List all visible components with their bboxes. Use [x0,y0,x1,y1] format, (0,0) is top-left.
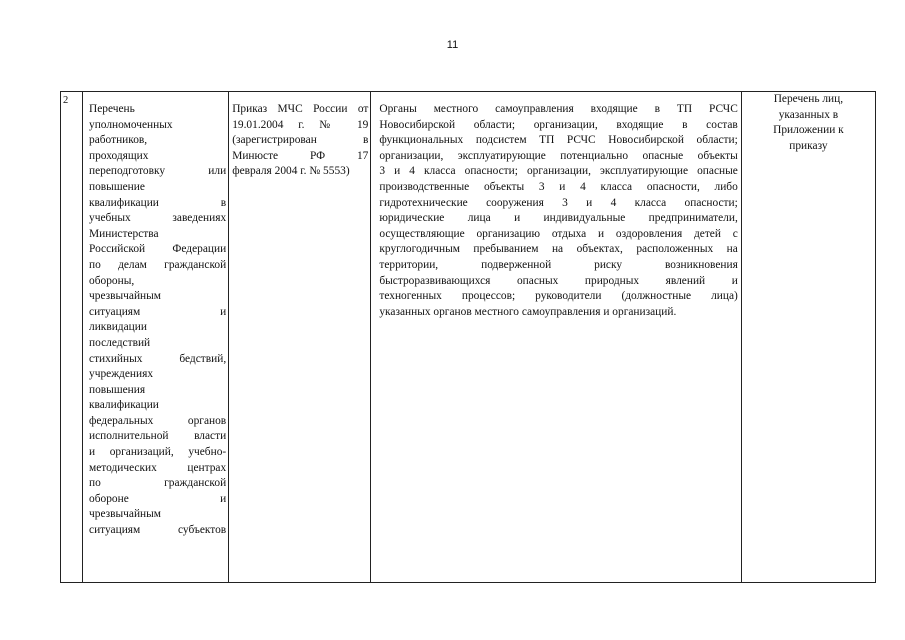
subjects-line: указанных органов местного самоуправления и организаций. [379,305,677,318]
subjects-line: функциональных подсистем ТП РСЧС Новосибирской области; [379,134,738,147]
order-reference-line: (зарегистрирован в [232,134,369,147]
document-name-line: последствий [89,336,151,349]
note-line: Перечень лиц, [773,93,844,105]
note-line: указанных в [778,108,839,121]
subjects-line: производственные объекты 3 и 4 класса опасности, либо [379,180,738,193]
document-name-line: квалификации [89,399,159,412]
document-name-line: учебных заведениях [89,212,227,225]
subjects-line: Органы местного самоуправления входящие в ТП РСЧС [379,103,738,115]
document-name-line: квалификации в [89,196,227,209]
document-name-text [83,92,228,539]
document-name-line: работников, [89,134,148,147]
document-name-line: уполномоченных [89,118,173,131]
subjects-line: организации, эксплуатирующие потенциально опасные объекты [379,149,738,162]
order-reference-line: 19.01.2004 г. № 19 [232,118,369,131]
row-number: 2 [63,95,69,106]
document-name-line: повышение [89,180,145,193]
order-reference-cell [229,92,371,583]
document-name-line: ситуациям и [89,305,227,318]
subjects-cell [371,92,741,583]
note-line: приказу [789,139,828,152]
order-reference-text [229,92,370,180]
note-text [742,92,875,154]
document-name-line: ликвидации [89,321,147,334]
subjects-line: территории, подверженной риску возникновения [379,258,738,271]
document-name-line: стихийных бедствий, [89,352,227,365]
document-name-line: исполнительной власти [89,430,227,443]
note-cell [741,92,875,583]
row-number-cell [61,92,83,583]
subjects-text [371,92,740,320]
document-name-line: обороне и [89,492,227,505]
document-name-line: чрезвычайным [89,508,162,521]
document-name-line: по делам гражданской [89,258,227,271]
document-name-line: обороны, [89,274,135,287]
document-name-line: Российской Федерации [89,243,227,256]
subjects-line: гидротехнические сооружения 3 и 4 класса опасности; [379,196,738,209]
document-name-line: по гражданской [89,477,227,490]
document-name-line: чрезвычайным [89,290,162,303]
table-row [61,92,876,583]
document-name-line: и организаций, учебно- [89,446,227,459]
document-name-line: ситуациям субъектов [89,524,227,537]
subjects-line: 3 и 4 класса опасности; организации, эксплуатирующие опасные [379,165,738,178]
subjects-line: Новосибирской области; организации, входящие в состав [379,118,738,131]
document-name-line: методических центрах [89,461,227,474]
document-name-line: повышения [89,383,146,396]
document-name-line: Министерства [89,227,159,240]
note-line: Приложении к [773,124,844,137]
subjects-line: круглогодичным пребыванием на объектах, расположенных на [379,243,738,256]
order-reference-line: февраля 2004 г. № 5553) [232,165,350,178]
order-reference-line: Приказ МЧС России от [232,103,369,115]
subjects-line: техногенных процессов; руководители (должностные лица) [379,290,738,303]
subjects-line: осуществляющие организацию отдыха и оздоровления детей с [379,227,738,240]
document-name-line: федеральных органов [89,414,227,427]
document-table [60,91,876,583]
subjects-line: быстроразвивающихся опасных природных явлений и [379,274,738,287]
document-name-line: переподготовку или [89,165,227,178]
subjects-line: юридические лица и индивидуальные предприниматели, [379,212,738,225]
order-reference-line: Минюсте РФ 17 [232,149,369,162]
document-name-line: Перечень [89,103,135,115]
page-number: 11 [446,39,459,51]
document-name-cell [83,92,229,583]
document-name-line: проходящих [89,149,149,162]
document-name-line: учреждениях [89,368,154,381]
